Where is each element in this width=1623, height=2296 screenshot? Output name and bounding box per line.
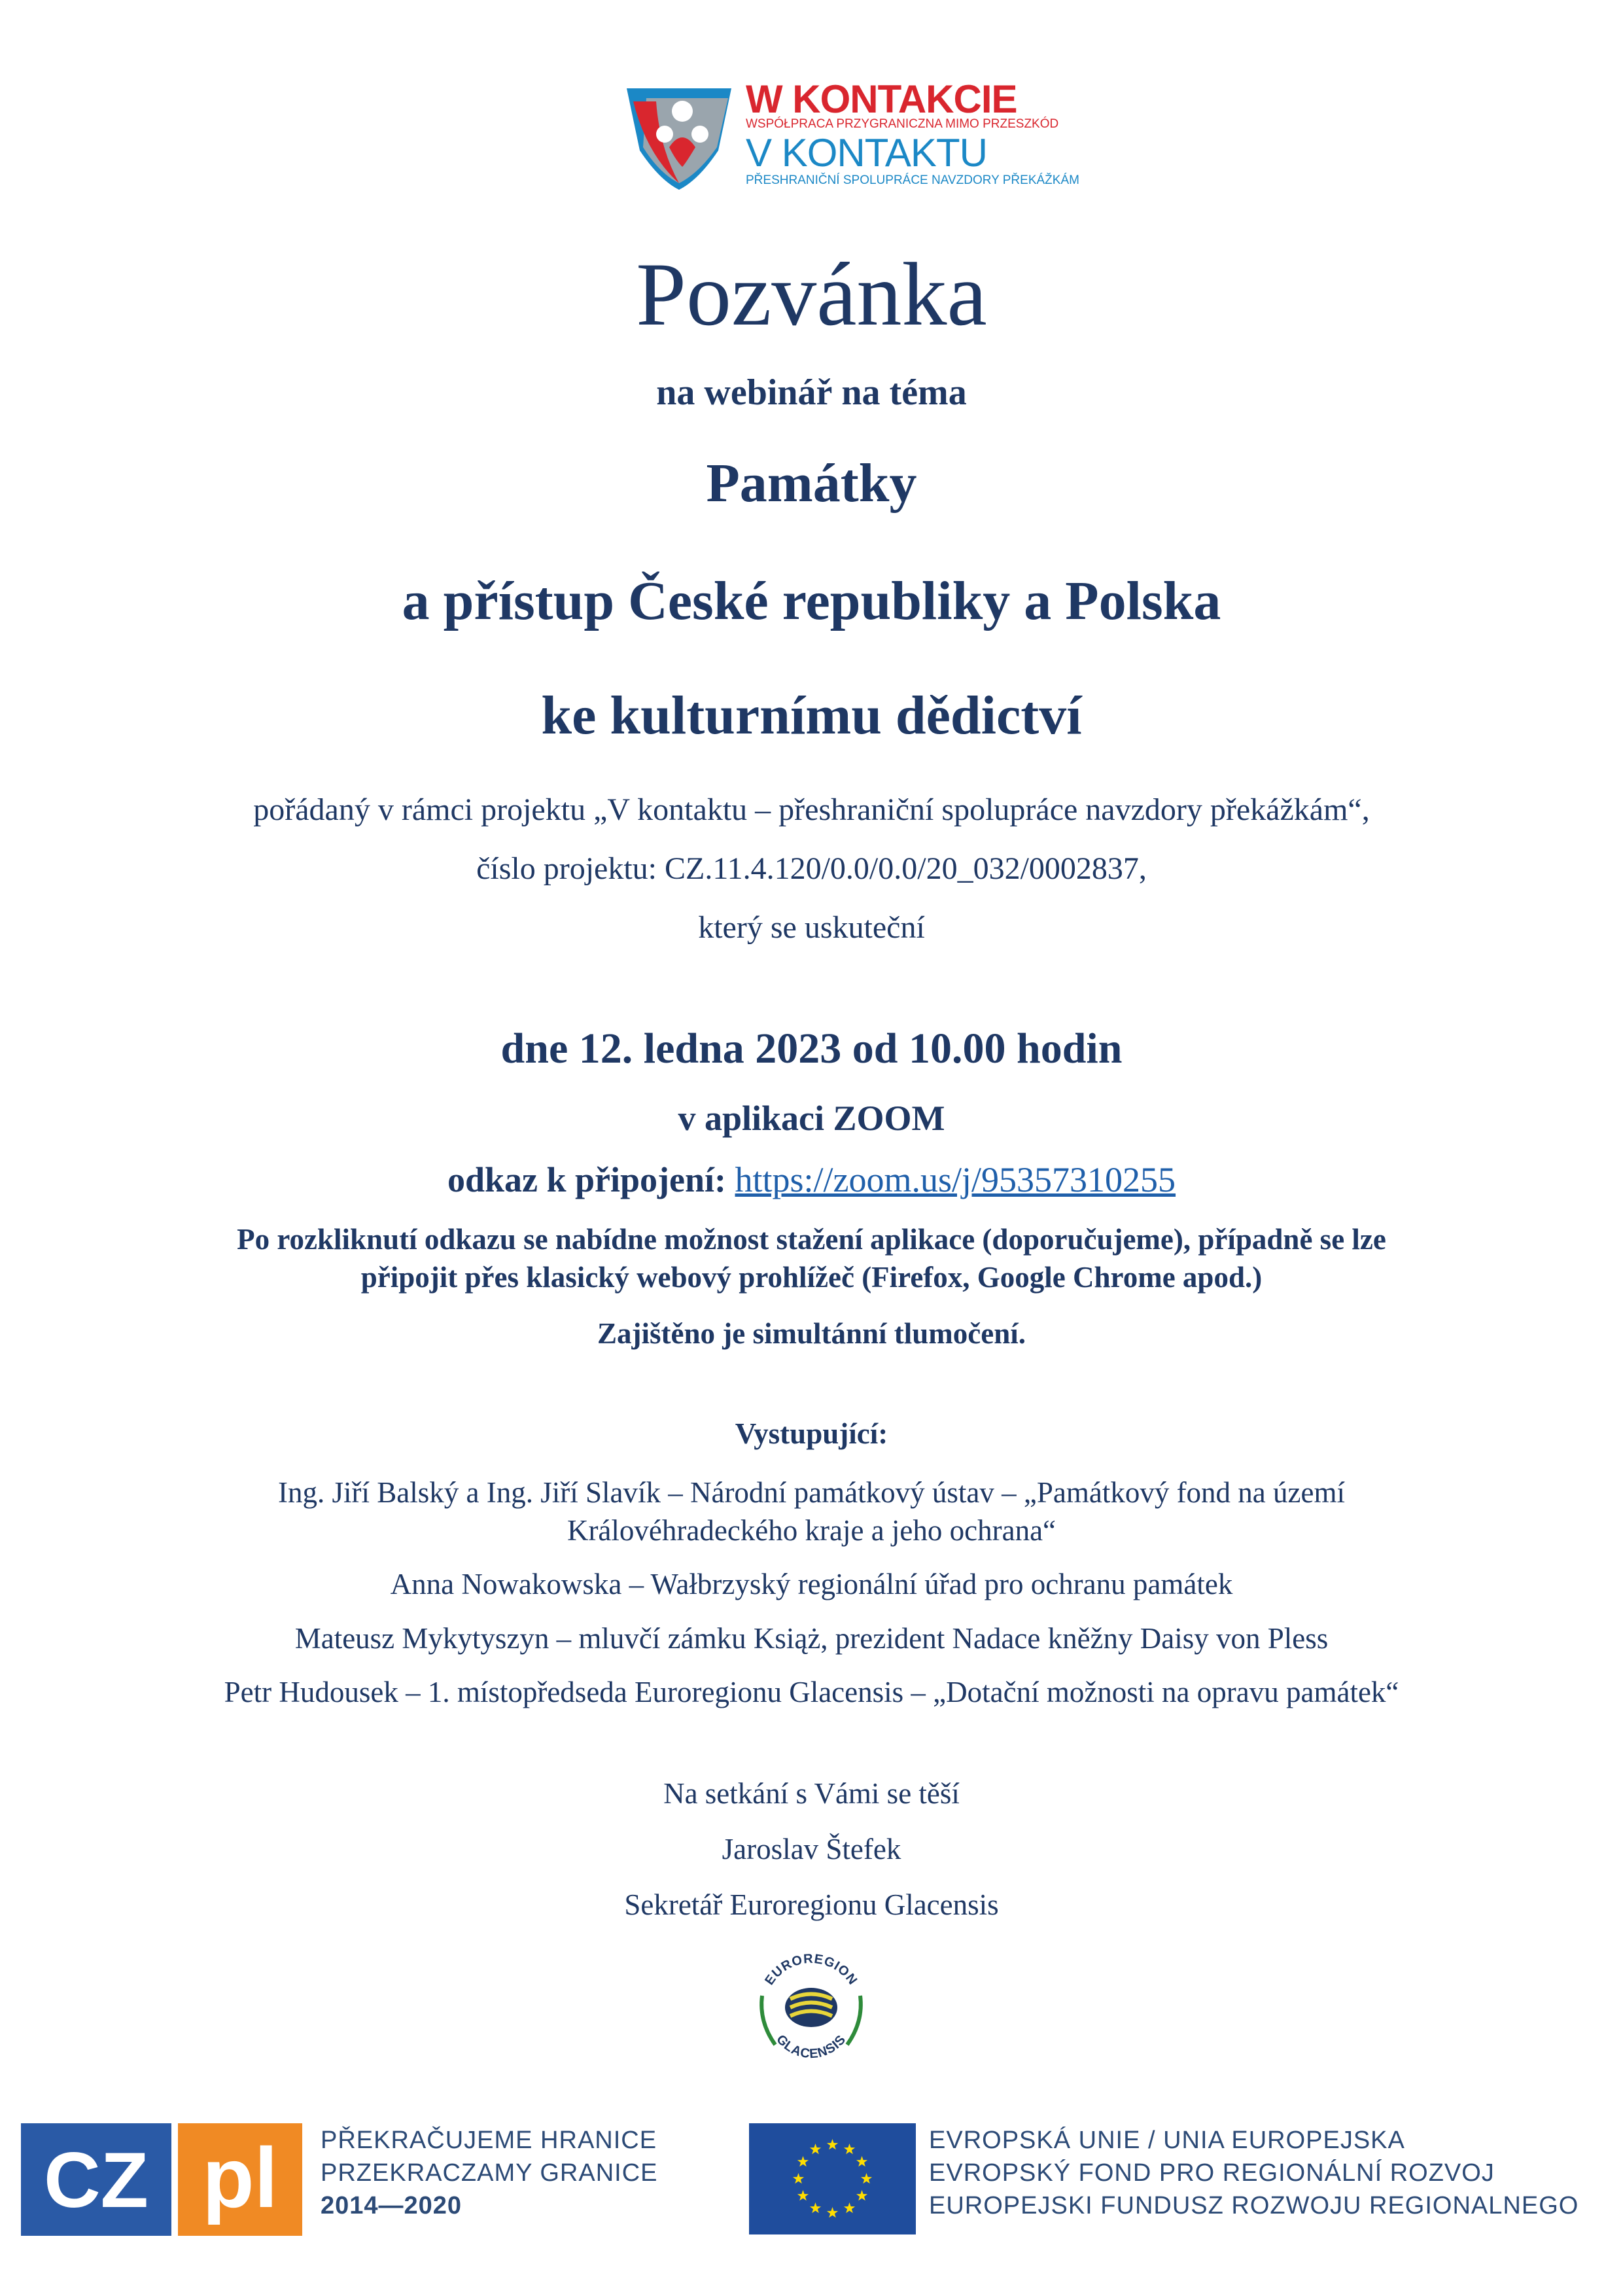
- eu-line-1: EVROPSKÁ UNIE / UNIA EUROPEJSKA: [929, 2127, 1405, 2154]
- signatory-name: Jaroslav Štefek: [722, 1833, 901, 1865]
- project-number: číslo projektu: CZ.11.4.120/0.0/0.0/20_032/0002837,: [476, 851, 1147, 886]
- eu-fund-text: [929, 2124, 1579, 2222]
- czpl-program-text: [321, 2124, 657, 2222]
- czpl-line-czech: PŘEKRAČUJEME HRANICE: [321, 2127, 657, 2154]
- zoom-link[interactable]: https://zoom.us/j/95357310255: [735, 1160, 1176, 1199]
- page-subtitle: na webinář na téma: [656, 372, 967, 413]
- logo-title-polish: W KONTAKCIE: [746, 77, 1017, 121]
- join-link-label: odkaz k připojení:: [447, 1160, 727, 1199]
- svg-text:GLACENSIS: GLACENSIS: [773, 2032, 849, 2062]
- czpl-logo-icon: [21, 2123, 302, 2236]
- speaker-1-line-2: Královéhradeckého kraje a jeho ochrana“: [567, 1514, 1056, 1547]
- header-logo: [594, 49, 1079, 217]
- logo-subtitle-polish: WSPÓŁPRACA PRZYGRANICZNA MIMO PRZESZKÓD: [746, 117, 1059, 131]
- eu-line-3: EUROPEJSKI FUNDUSZ ROZWOJU REGIONALNEGO: [929, 2192, 1579, 2219]
- event-date: dne 12. ledna 2023 od 10.00 hodin: [500, 1025, 1123, 1072]
- join-link-line: [0, 1159, 1623, 1200]
- note-line-1: Po rozkliknutí odkazu se nabídne možnost stažení aplikace (doporučujeme), případně se lze: [237, 1223, 1386, 1256]
- eu-line-2: EVROPSKÝ FOND PRO REGIONÁLNÍ ROZVOJ: [929, 2159, 1495, 2187]
- page-title: Pozvánka: [636, 244, 987, 344]
- eu-flag-icon: [749, 2123, 916, 2234]
- note-line-2: připojit přes klasický webový prohlížeč (Firefox, Google Chrome apod.): [360, 1261, 1263, 1294]
- svg-text:CZ: CZ: [44, 2136, 148, 2224]
- svg-text:pl: pl: [202, 2130, 278, 2225]
- speaker-3: Mateusz Mykytyszyn – mluvčí zámku Książ, prezident Nadace kněžny Daisy von Pless: [294, 1622, 1329, 1655]
- topic-line-2: a přístup České republiky a Polska: [402, 571, 1221, 631]
- euroregion-emblem-icon: [746, 1943, 877, 2074]
- event-app: v aplikaci ZOOM: [678, 1099, 945, 1138]
- speaker-1-line-1: Ing. Jiří Balský a Ing. Jiří Slavík – Národní památkový ústav – „Památkový fond na území: [278, 1476, 1345, 1509]
- closing-greeting: Na setkání s Vámi se těší: [663, 1777, 960, 1810]
- czpl-line-polish: PRZEKRACZAMY GRANICE: [321, 2159, 658, 2187]
- speakers-heading: Vystupující:: [735, 1417, 888, 1450]
- signatory-title: Sekretář Euroregionu Glacensis: [624, 1888, 999, 1921]
- topic-line-3: ke kulturnímu dědictví: [541, 685, 1082, 746]
- speaker-4: Petr Hudousek – 1. místopředseda Euroregionu Glacensis – „Dotační možnosti na opravu památek“: [224, 1676, 1399, 1708]
- logo-title-czech: V KONTAKTU: [746, 131, 987, 175]
- interpretation-note: Zajištěno je simultánní tlumočení.: [597, 1317, 1026, 1350]
- project-info-line-3: který se uskuteční: [698, 910, 925, 945]
- topic-line-1: Památky: [706, 453, 917, 514]
- project-info-line-1: pořádaný v rámci projektu „V kontaktu – přeshraniční spolupráce navzdory překážkám“,: [253, 792, 1370, 827]
- heart-shield-icon: [620, 75, 738, 193]
- logo-subtitle-czech: PŘESHRANIČNÍ SPOLUPRÁCE NAVZDORY PŘEKÁŽKÁM: [746, 173, 1079, 187]
- svg-text:EUROREGION: EUROREGION: [762, 1951, 860, 1988]
- czpl-years: 2014—2020: [321, 2192, 462, 2219]
- speaker-2: Anna Nowakowska – Wałbrzyský regionální úřad pro ochranu památek: [390, 1568, 1233, 1600]
